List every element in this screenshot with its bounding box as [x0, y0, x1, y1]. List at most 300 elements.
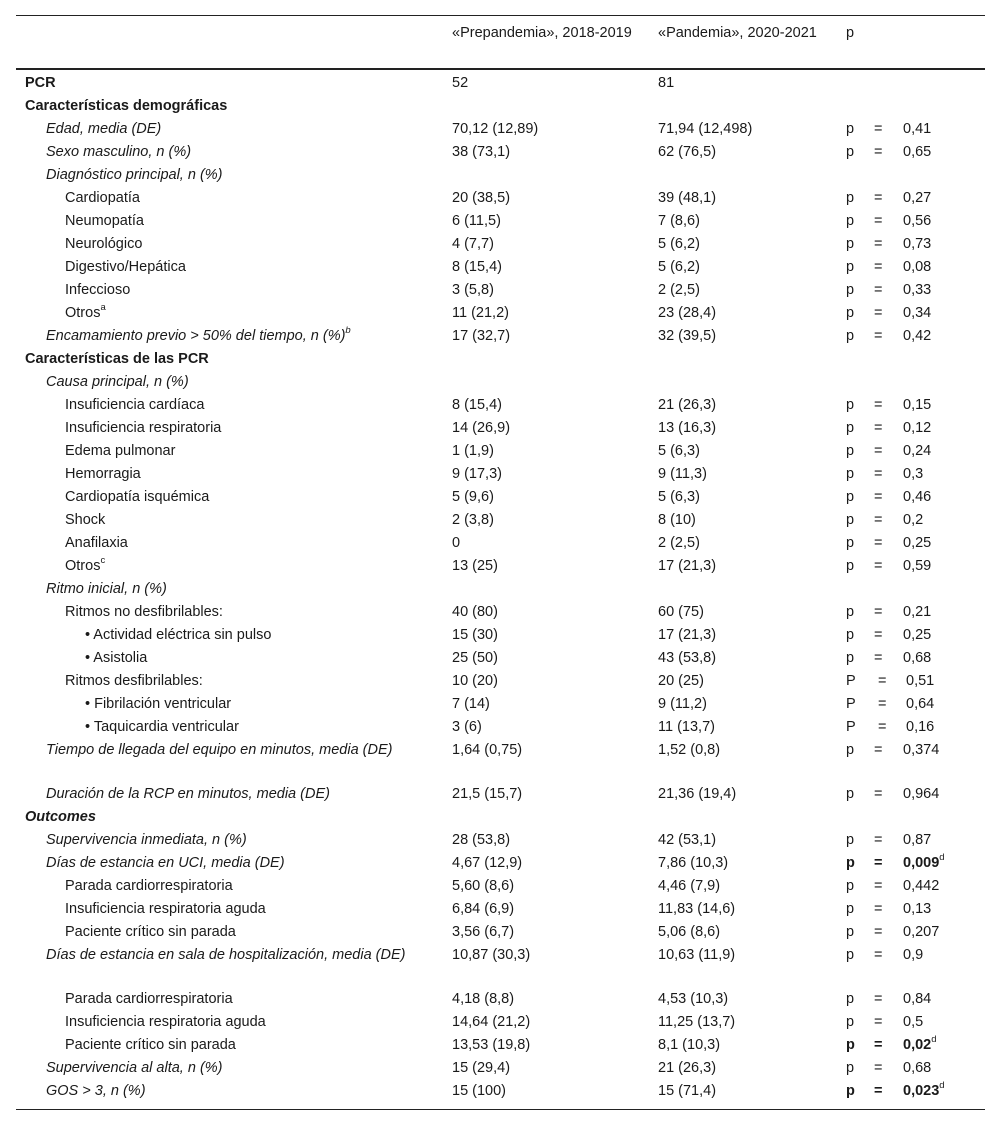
row-label	[25, 302, 425, 324]
prepandemia-value: 8 (15,4)	[452, 397, 502, 413]
p-value	[903, 624, 931, 646]
pandemia-value: 9 (11,3)	[658, 466, 707, 482]
p-equals: =	[878, 673, 887, 689]
row-label	[25, 601, 425, 623]
row-label	[25, 852, 425, 874]
table-row	[16, 417, 985, 440]
row-label-text: Neurológico	[65, 236, 143, 252]
table-row	[16, 486, 985, 509]
p-value	[903, 921, 939, 943]
p-equals: =	[874, 466, 883, 482]
table-row	[16, 440, 985, 463]
table-row	[16, 371, 985, 394]
pandemia-value: 4,53 (10,3)	[658, 991, 729, 1007]
row-label	[25, 875, 425, 897]
p-value	[903, 829, 931, 851]
row-label-text: Sexo masculino, n (%)	[46, 144, 192, 160]
p-label: p	[846, 604, 855, 620]
table-row	[16, 1011, 985, 1034]
row-label	[25, 233, 425, 255]
p-equals: =	[874, 558, 883, 574]
p-label: p	[846, 190, 855, 206]
row-label-text: Días de estancia en UCI, media (DE)	[46, 855, 285, 871]
row-label	[25, 325, 425, 347]
p-value-text: 0,5	[903, 1014, 924, 1030]
p-value-text: 0,964	[903, 786, 940, 802]
p-label: p	[846, 489, 855, 505]
p-label: p	[846, 535, 855, 551]
prepandemia-value: 10 (20)	[452, 673, 498, 689]
p-equals: =	[874, 742, 883, 758]
pandemia-value: 71,94 (12,498)	[658, 121, 753, 137]
row-label	[25, 394, 425, 416]
p-value-text: 0,25	[903, 627, 932, 643]
row-label	[25, 187, 425, 209]
prepandemia-value: 40 (80)	[452, 604, 498, 620]
pandemia-value: 5 (6,2)	[658, 236, 700, 252]
table-row	[16, 739, 985, 783]
p-equals: =	[878, 719, 887, 735]
p-value-text: 0,46	[903, 489, 932, 505]
row-label	[25, 555, 425, 577]
row-label	[25, 693, 425, 715]
p-label: p	[846, 144, 855, 160]
prepandemia-value: 1,64 (0,75)	[452, 742, 523, 758]
footnote-marker: d	[931, 1034, 937, 1046]
table-row	[16, 118, 985, 141]
p-equals: =	[874, 991, 883, 1007]
row-label	[25, 486, 425, 508]
p-value	[903, 187, 931, 209]
p-value-text: 0,87	[903, 832, 932, 848]
p-equals: =	[874, 397, 883, 413]
prepandemia-value: 15 (30)	[452, 627, 498, 643]
p-value	[903, 233, 931, 255]
p-equals: =	[874, 144, 883, 160]
p-label: p	[846, 466, 855, 482]
row-label	[25, 95, 425, 117]
row-label-text: Cardiopatía	[65, 190, 140, 206]
row-label	[25, 716, 425, 738]
row-label	[25, 72, 425, 94]
prepandemia-value: 3 (6)	[452, 719, 482, 735]
p-label: p	[846, 259, 855, 275]
prepandemia-value: 38 (73,1)	[452, 144, 511, 160]
p-value-text: 0,13	[903, 901, 932, 917]
p-label: p	[846, 558, 855, 574]
prepandemia-value: 52	[452, 75, 469, 91]
p-value	[903, 532, 931, 554]
table-row	[16, 532, 985, 555]
row-label-text: Supervivencia al alta, n (%)	[46, 1060, 223, 1076]
table-row	[16, 95, 985, 118]
table-row	[16, 944, 985, 988]
prepandemia-value: 9 (17,3)	[452, 466, 502, 482]
p-value-text: 0,73	[903, 236, 932, 252]
p-value-text: 0,68	[903, 1060, 932, 1076]
p-equals: =	[874, 420, 883, 436]
table-row	[16, 921, 985, 944]
p-label: p	[846, 282, 855, 298]
p-equals: =	[874, 121, 883, 137]
table-row	[16, 210, 985, 233]
row-label	[25, 417, 425, 439]
prepandemia-value: 8 (15,4)	[452, 259, 502, 275]
pandemia-value: 1,52 (0,8)	[658, 742, 721, 758]
p-value	[903, 463, 923, 485]
header-prepandemia: «Prepandemia», 2018-2019	[452, 25, 632, 41]
table-row	[16, 233, 985, 256]
p-value-text: 0,24	[903, 443, 932, 459]
table-row	[16, 875, 985, 898]
prepandemia-value: 6 (11,5)	[452, 213, 501, 229]
row-label	[25, 1011, 425, 1033]
table-row	[16, 716, 985, 739]
p-label: p	[846, 420, 855, 436]
p-equals: =	[874, 489, 883, 505]
p-value-text: 0,08	[903, 259, 932, 275]
prepandemia-value: 2 (3,8)	[452, 512, 494, 528]
p-value	[903, 1057, 931, 1079]
row-label-text: Causa principal, n (%)	[46, 374, 189, 390]
row-label	[25, 898, 425, 920]
table-row	[16, 1034, 985, 1057]
p-value	[903, 118, 931, 140]
p-value-text: 0,25	[903, 535, 932, 551]
row-label	[25, 256, 425, 278]
p-value-text: 0,51	[906, 673, 935, 689]
table-row	[16, 670, 985, 693]
p-equals: =	[874, 328, 883, 344]
p-value	[906, 670, 934, 692]
row-label	[25, 1080, 425, 1102]
prepandemia-value: 4,67 (12,9)	[452, 855, 523, 871]
row-label-text: Paciente crítico sin parada	[65, 1037, 236, 1053]
p-equals: =	[874, 947, 883, 963]
p-equals: =	[874, 305, 883, 321]
p-value-text: 0,3	[903, 466, 924, 482]
row-label	[25, 829, 425, 851]
pandemia-value: 5 (6,3)	[658, 489, 700, 505]
row-label-text: Días de estancia en sala de hospitalización, media (DE)	[46, 947, 406, 963]
table-row	[16, 1080, 985, 1103]
p-value	[906, 693, 934, 715]
header-p: p	[846, 25, 855, 41]
pandemia-value: 5,06 (8,6)	[658, 924, 721, 940]
p-value	[903, 898, 931, 920]
prepandemia-value: 3 (5,8)	[452, 282, 494, 298]
pandemia-value: 17 (21,3)	[658, 627, 717, 643]
p-label: p	[846, 1037, 855, 1053]
p-value	[903, 1080, 945, 1102]
p-label: p	[846, 121, 855, 137]
table-row	[16, 1057, 985, 1080]
p-value-text: 0,374	[903, 742, 940, 758]
row-label-text: Edema pulmonar	[65, 443, 176, 459]
p-value-text: 0,42	[903, 328, 932, 344]
prepandemia-value: 70,12 (12,89)	[452, 121, 539, 137]
p-equals: =	[874, 1083, 883, 1099]
p-equals: =	[874, 443, 883, 459]
row-label	[25, 210, 425, 232]
pandemia-value: 21 (26,3)	[658, 1060, 717, 1076]
pandemia-value: 8 (10)	[658, 512, 696, 528]
prepandemia-value: 7 (14)	[452, 696, 490, 712]
table-row	[16, 783, 985, 806]
pandemia-value: 2 (2,5)	[658, 535, 700, 551]
prepandemia-value: 20 (38,5)	[452, 190, 511, 206]
row-label-text: Insuficiencia cardíaca	[65, 397, 205, 413]
p-equals: =	[874, 832, 883, 848]
p-value	[903, 852, 945, 874]
table-row	[16, 852, 985, 875]
p-value	[903, 988, 931, 1010]
row-label	[25, 806, 425, 828]
table-row	[16, 578, 985, 601]
row-label-text: Encamamiento previo > 50% del tiempo, n (%)	[46, 328, 346, 344]
p-equals: =	[874, 901, 883, 917]
row-label-text: Diagnóstico principal, n (%)	[46, 167, 223, 183]
table-row	[16, 325, 985, 348]
row-label	[25, 988, 425, 1010]
row-label-text: Edad, media (DE)	[46, 121, 162, 137]
prepandemia-value: 3,56 (6,7)	[452, 924, 515, 940]
table-row	[16, 394, 985, 417]
table-header	[16, 16, 985, 68]
row-label-text: GOS > 3, n (%)	[46, 1083, 146, 1099]
row-label-text: Neumopatía	[65, 213, 144, 229]
p-value-text: 0,56	[903, 213, 932, 229]
row-label-text: Parada cardiorrespiratoria	[65, 991, 233, 1007]
pandemia-value: 81	[658, 75, 675, 91]
prepandemia-value: 17 (32,7)	[452, 328, 511, 344]
p-label: p	[846, 236, 855, 252]
p-value-text: 0,41	[903, 121, 932, 137]
table-row	[16, 624, 985, 647]
pandemia-value: 23 (28,4)	[658, 305, 717, 321]
p-value-text: 0,442	[903, 878, 940, 894]
p-value	[903, 601, 931, 623]
p-value	[903, 417, 931, 439]
footnote-marker: d	[939, 1080, 945, 1092]
p-equals: =	[874, 1014, 883, 1030]
row-label	[25, 463, 425, 485]
row-label-text: Paciente crítico sin parada	[65, 924, 236, 940]
data-table	[16, 15, 985, 1110]
row-label	[25, 670, 425, 692]
row-label-text: • Taquicardia ventricular	[85, 719, 239, 735]
p-value-text: 0,33	[903, 282, 932, 298]
pandemia-value: 20 (25)	[658, 673, 704, 689]
table-row	[16, 647, 985, 670]
p-value	[903, 1034, 937, 1056]
p-value-text: 0,27	[903, 190, 932, 206]
p-label: P	[846, 719, 856, 735]
p-value	[903, 394, 931, 416]
footnote-marker: c	[100, 555, 106, 567]
p-equals: =	[874, 604, 883, 620]
table-row	[16, 601, 985, 624]
p-value	[903, 647, 931, 669]
p-label: p	[846, 855, 855, 871]
row-label	[25, 141, 425, 163]
prepandemia-value: 14,64 (21,2)	[452, 1014, 531, 1030]
pandemia-value: 62 (76,5)	[658, 144, 717, 160]
table-body	[16, 70, 985, 1109]
row-label	[25, 440, 425, 462]
p-equals: =	[878, 696, 887, 712]
footnote-marker: a	[100, 302, 106, 314]
pandemia-value: 11,25 (13,7)	[658, 1014, 736, 1030]
p-value	[906, 716, 934, 738]
pandemia-value: 7 (8,6)	[658, 213, 700, 229]
row-label-text: Características de las PCR	[25, 351, 209, 367]
pandemia-value: 10,63 (11,9)	[658, 947, 736, 963]
p-label: p	[846, 512, 855, 528]
row-label-text: Insuficiencia respiratoria	[65, 420, 222, 436]
p-label: p	[846, 878, 855, 894]
p-label: p	[846, 443, 855, 459]
p-value	[903, 944, 923, 966]
row-label	[25, 1057, 425, 1079]
row-label-text: Parada cardiorrespiratoria	[65, 878, 233, 894]
prepandemia-value: 4,18 (8,8)	[452, 991, 515, 1007]
table-row	[16, 187, 985, 210]
pandemia-value: 5 (6,3)	[658, 443, 700, 459]
pandemia-value: 15 (71,4)	[658, 1083, 717, 1099]
p-label: p	[846, 305, 855, 321]
p-equals: =	[874, 190, 883, 206]
footnote-marker: d	[939, 852, 945, 864]
p-equals: =	[874, 236, 883, 252]
table-row	[16, 898, 985, 921]
p-value-text: 0,02	[903, 1037, 932, 1053]
p-label: p	[846, 627, 855, 643]
p-equals: =	[874, 627, 883, 643]
p-value	[903, 256, 931, 278]
p-label: p	[846, 901, 855, 917]
p-value	[903, 1011, 923, 1033]
p-label: p	[846, 1083, 855, 1099]
p-equals: =	[874, 786, 883, 802]
p-value-text: 0,2	[903, 512, 924, 528]
prepandemia-value: 14 (26,9)	[452, 420, 511, 436]
pandemia-value: 39 (48,1)	[658, 190, 717, 206]
p-value-text: 0,34	[903, 305, 932, 321]
p-value	[903, 325, 931, 347]
p-equals: =	[874, 855, 883, 871]
p-equals: =	[874, 535, 883, 551]
row-label	[25, 739, 425, 761]
table-row	[16, 829, 985, 852]
p-label: P	[846, 696, 856, 712]
prepandemia-value: 13 (25)	[452, 558, 498, 574]
row-label	[25, 348, 425, 370]
row-label-text: PCR	[25, 75, 56, 91]
row-label	[25, 921, 425, 943]
row-label	[25, 532, 425, 554]
table-row	[16, 256, 985, 279]
prepandemia-value: 1 (1,9)	[452, 443, 494, 459]
row-label-text: Digestivo/Hepática	[65, 259, 186, 275]
p-equals: =	[874, 924, 883, 940]
p-equals: =	[874, 512, 883, 528]
row-label-text: Ritmos no desfibrilables:	[65, 604, 223, 620]
prepandemia-value: 25 (50)	[452, 650, 498, 666]
row-label	[25, 509, 425, 531]
row-label	[25, 279, 425, 301]
table-row	[16, 302, 985, 325]
row-label-text: Características demográficas	[25, 98, 228, 114]
table-row	[16, 141, 985, 164]
p-value-text: 0,21	[903, 604, 932, 620]
table-row	[16, 164, 985, 187]
p-label: p	[846, 742, 855, 758]
table-row	[16, 509, 985, 532]
p-label: p	[846, 397, 855, 413]
row-label-text: Ritmos desfibrilables:	[65, 673, 203, 689]
row-label	[25, 118, 425, 140]
row-label-text: Ritmo inicial, n (%)	[46, 581, 167, 597]
p-value	[903, 440, 931, 462]
p-value-text: 0,16	[906, 719, 935, 735]
pandemia-value: 5 (6,2)	[658, 259, 700, 275]
row-label	[25, 1034, 425, 1056]
prepandemia-value: 5,60 (8,6)	[452, 878, 515, 894]
p-label: p	[846, 947, 855, 963]
row-label	[25, 944, 425, 966]
pandemia-value: 4,46 (7,9)	[658, 878, 721, 894]
row-label-text: Supervivencia inmediata, n (%)	[46, 832, 247, 848]
p-label: p	[846, 328, 855, 344]
prepandemia-value: 15 (29,4)	[452, 1060, 511, 1076]
prepandemia-value: 5 (9,6)	[452, 489, 494, 505]
p-label: p	[846, 1014, 855, 1030]
row-label-text: Shock	[65, 512, 106, 528]
p-equals: =	[874, 1037, 883, 1053]
p-label: p	[846, 1060, 855, 1076]
prepandemia-value: 6,84 (6,9)	[452, 901, 515, 917]
row-label-text: Infeccioso	[65, 282, 131, 298]
pandemia-value: 43 (53,8)	[658, 650, 717, 666]
prepandemia-value: 13,53 (19,8)	[452, 1037, 531, 1053]
p-value-text: 0,84	[903, 991, 932, 1007]
p-value-text: 0,64	[906, 696, 935, 712]
p-equals: =	[874, 878, 883, 894]
row-label-text: Outcomes	[25, 809, 96, 825]
pandemia-value: 60 (75)	[658, 604, 704, 620]
prepandemia-value: 10,87 (30,3)	[452, 947, 531, 963]
row-label-text: Hemorragia	[65, 466, 141, 482]
p-value	[903, 509, 923, 531]
prepandemia-value: 21,5 (15,7)	[452, 786, 523, 802]
pandemia-value: 2 (2,5)	[658, 282, 700, 298]
p-value-text: 0,65	[903, 144, 932, 160]
row-label-text: • Fibrilación ventricular	[85, 696, 232, 712]
row-label-text: • Asistolia	[85, 650, 148, 666]
prepandemia-value: 4 (7,7)	[452, 236, 494, 252]
p-value	[903, 875, 939, 897]
p-value-text: 0,9	[903, 947, 924, 963]
row-label-text: Anafilaxia	[65, 535, 128, 551]
p-label: p	[846, 786, 855, 802]
p-equals: =	[874, 282, 883, 298]
row-label-text: • Actividad eléctrica sin pulso	[85, 627, 272, 643]
row-label-text: Insuficiencia respiratoria aguda	[65, 1014, 266, 1030]
pandemia-value: 11,83 (14,6)	[658, 901, 736, 917]
p-value-text: 0,12	[903, 420, 932, 436]
row-label	[25, 371, 425, 393]
